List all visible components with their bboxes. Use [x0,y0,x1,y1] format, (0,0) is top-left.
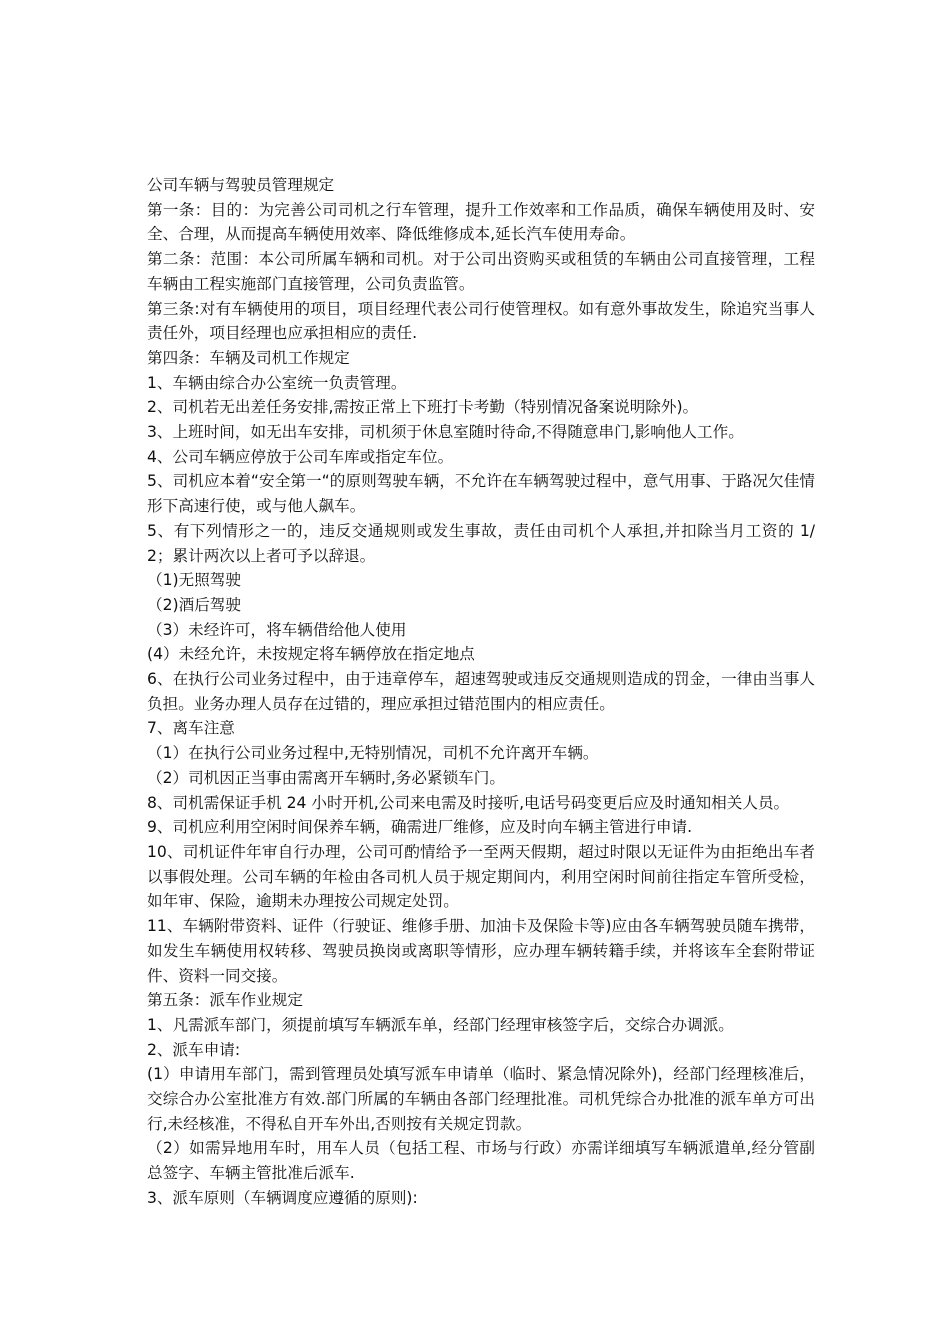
section-heading: 第四条：车辆及司机工作规定 [147,348,350,367]
list-item: （2)酒后驾驶 [147,595,241,614]
paragraph: 第一条：目的：为完善公司司机之行车管理，提升工作效率和工作品质，确保车辆使用及时、安全、合理，从而提高车辆使用效率、降低维修成本,延长汽车使用寿命。 [147,200,815,244]
list-item: (4）未经允许，未按规定将车辆停放在指定地点 [147,645,475,664]
section-heading: 第五条：派车作业规定 [147,991,303,1010]
paragraph: 9、司机应利用空闲时间保养车辆，确需进厂维修，应及时向车辆主管进行申请. [147,818,693,837]
list-item: （1)无照驾驶 [147,571,241,590]
list-item: （3）未经许可，将车辆借给他人使用 [147,620,407,639]
paragraph: 2、派车申请: [147,1040,241,1059]
paragraph: 8、司机需保证手机 24 小时开机,公司来电需及时接听,电话号码变更后应及时通知相关人员。 [147,793,790,812]
paragraph: 6、在执行公司业务过程中，由于违章停车，超速驾驶或违反交通规则造成的罚金，一律由当事人负担。业务办理人员存在过错的，理应承担过错范围内的相应责任。 [147,670,815,713]
document-page [147,173,815,1211]
paragraph: 7、离车注意 [147,719,235,738]
paragraph: 11、车辆附带资料、证件（行驶证、维修手册、加油卡及保险卡等)应由各车辆驾驶员随车携带，如发生车辆使用权转移、驾驶员换岗或离职等情形，应办理车辆转籍手续，并将该车全套附带证件、资料一同交接。 [147,917,815,985]
paragraph: 3、上班时间，如无出车安排，司机须于休息室随时待命,不得随意串门,影响他人工作。 [147,423,744,442]
list-item: （2）如需异地用车时，用车人员（包括工程、市场与行政）亦需详细填写车辆派遣单,经分管副总签字、车辆主管批准后派车. [147,1139,815,1183]
paragraph: 2、司机若无出差任务安排,需按正常上下班打卡考勤（特别情况备案说明除外)。 [147,398,699,417]
document-title: 公司车辆与驾驶员管理规定 [147,176,335,194]
paragraph: 5、司机应本着“安全第一“的原则驾驶车辆，不允许在车辆驾驶过程中，意气用事、于路况欠佳情形下高速行使，或与他人飙车。 [147,472,815,516]
paragraph: 第二条：范围：本公司所属车辆和司机。对于公司出资购买或租赁的车辆由公司直接管理，工程车辆由工程实施部门直接管理，公司负责监管。 [147,250,815,293]
paragraph: 10、司机证件年审自行办理，公司可酌情给予一至两天假期，超过时限以无证件为由拒绝出车者以事假处理。公司车辆的年检由各司机人员于规定期间内，利用空闲时间前往指定车管所受检，如年审、保险，逾期未办理按公司规定处罚。 [147,842,815,911]
paragraph: 5、有下列情形之一的，违反交通规则或发生事故，责任由司机个人承担,并扣除当月工资的 1/2；累计两次以上者可予以辞退。 [147,521,815,565]
list-item: (1）申请用车部门，需到管理员处填写派车申请单（临时、紧急情况除外)，经部门经理核准后，交综合办公室批准方有效.部门所属的车辆由各部门经理批准。司机凭综合办批准的派车单方可出行,未经核准，不得私自开车外出,否则按有关规定罚款。 [147,1065,815,1133]
paragraph: 3、派车原则（车辆调度应遵循的原则): [147,1188,418,1207]
paragraph: 4、公司车辆应停放于公司车库或指定车位。 [147,447,454,466]
list-item: （2）司机因正当事由需离开车辆时,务必紧锁车门。 [147,768,505,787]
list-item: （1）在执行公司业务过程中,无特别情况，司机不允许离开车辆。 [147,744,599,763]
paragraph: 1、凡需派车部门，须提前填写车辆派车单，经部门经理审核签字后，交综合办调派。 [147,1015,734,1034]
paragraph: 1、车辆由综合办公室统一负责管理。 [147,373,407,392]
paragraph: 第三条:对有车辆使用的项目，项目经理代表公司行使管理权。如有意外事故发生，除追究当事人责任外，项目经理也应承担相应的责任. [147,299,815,343]
